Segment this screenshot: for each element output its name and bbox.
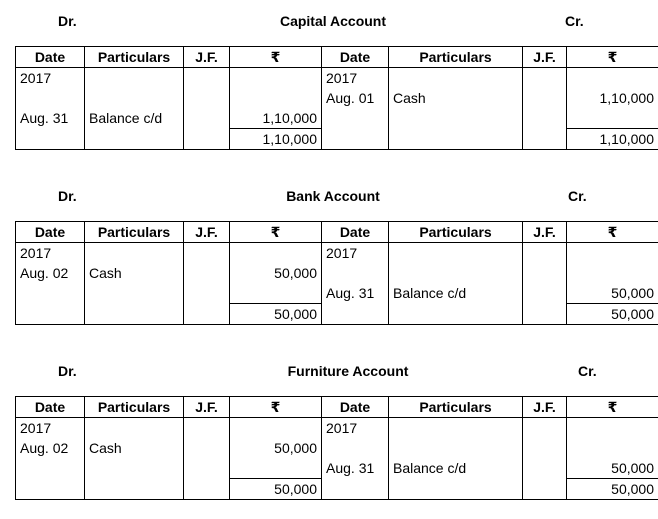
bank-account-ledger	[0, 185, 658, 335]
capital-account-table	[15, 46, 658, 150]
dr-particulars: Balance c/d	[85, 108, 184, 129]
table-row	[16, 108, 658, 129]
dr-year: 2017	[16, 243, 85, 264]
header-amount: ₹	[230, 397, 322, 418]
cr-label: Cr.	[578, 363, 597, 379]
ledger-heading	[0, 360, 658, 382]
header-particulars: Particulars	[389, 222, 523, 243]
dr-total: 50,000	[230, 479, 322, 500]
header-particulars: Particulars	[389, 47, 523, 68]
dr-particulars: Cash	[85, 438, 184, 458]
total-row	[16, 129, 658, 150]
cr-date: Aug. 01	[322, 88, 389, 108]
header-jf: J.F.	[523, 397, 567, 418]
table-row	[16, 283, 658, 304]
ledger-heading	[0, 185, 658, 207]
header-date: Date	[16, 397, 85, 418]
bank-account-table	[15, 221, 658, 325]
dr-particulars: Cash	[85, 263, 184, 283]
header-date: Date	[322, 222, 389, 243]
table-row	[16, 243, 658, 264]
header-jf: J.F.	[184, 47, 230, 68]
dr-year: 2017	[16, 68, 85, 89]
dr-total: 1,10,000	[230, 129, 322, 150]
dr-amount: 50,000	[230, 438, 322, 458]
cr-amount: 1,10,000	[567, 88, 658, 108]
header-amount: ₹	[567, 222, 658, 243]
dr-amount: 50,000	[230, 263, 322, 283]
header-amount: ₹	[230, 47, 322, 68]
header-amount: ₹	[230, 222, 322, 243]
header-date: Date	[322, 397, 389, 418]
header-particulars: Particulars	[85, 222, 184, 243]
table-row	[16, 263, 658, 283]
table-row	[16, 438, 658, 458]
header-jf: J.F.	[523, 222, 567, 243]
cr-total: 50,000	[567, 479, 658, 500]
dr-date: Aug. 02	[16, 438, 85, 458]
header-particulars: Particulars	[389, 397, 523, 418]
header-particulars: Particulars	[85, 47, 184, 68]
cr-date: Aug. 31	[322, 458, 389, 479]
capital-account-ledger	[0, 10, 658, 160]
cr-particulars: Balance c/d	[389, 458, 523, 479]
cr-year: 2017	[322, 418, 389, 439]
total-row	[16, 304, 658, 325]
dr-date: Aug. 31	[16, 108, 85, 129]
cr-date: Aug. 31	[322, 283, 389, 304]
header-date: Date	[16, 222, 85, 243]
dr-label: Dr.	[58, 13, 77, 29]
header-jf: J.F.	[184, 397, 230, 418]
header-row	[16, 222, 658, 243]
cr-label: Cr.	[565, 13, 584, 29]
cr-total: 50,000	[567, 304, 658, 325]
header-date: Date	[16, 47, 85, 68]
ledger-title: Bank Account	[286, 188, 380, 204]
dr-label: Dr.	[58, 188, 77, 204]
dr-date: Aug. 02	[16, 263, 85, 283]
table-row	[16, 68, 658, 89]
header-row	[16, 397, 658, 418]
ledger-heading	[0, 10, 658, 32]
header-particulars: Particulars	[85, 397, 184, 418]
dr-year: 2017	[16, 418, 85, 439]
cr-particulars: Balance c/d	[389, 283, 523, 304]
total-row	[16, 479, 658, 500]
ledger-title: Furniture Account	[287, 363, 409, 379]
furniture-account-table	[15, 396, 658, 500]
dr-amount: 1,10,000	[230, 108, 322, 129]
dr-total: 50,000	[230, 304, 322, 325]
cr-amount: 50,000	[567, 283, 658, 304]
table-row	[16, 458, 658, 479]
header-row	[16, 47, 658, 68]
header-jf: J.F.	[523, 47, 567, 68]
cr-amount: 50,000	[567, 458, 658, 479]
header-date: Date	[322, 47, 389, 68]
cr-year: 2017	[322, 68, 389, 89]
cr-total: 1,10,000	[567, 129, 658, 150]
dr-label: Dr.	[58, 363, 77, 379]
cr-label: Cr.	[568, 188, 587, 204]
furniture-account-ledger	[0, 360, 658, 510]
cr-particulars: Cash	[389, 88, 523, 108]
header-amount: ₹	[567, 47, 658, 68]
ledger-title: Capital Account	[279, 13, 387, 29]
header-amount: ₹	[567, 397, 658, 418]
table-row	[16, 88, 658, 108]
table-row	[16, 418, 658, 439]
cr-year: 2017	[322, 243, 389, 264]
header-jf: J.F.	[184, 222, 230, 243]
